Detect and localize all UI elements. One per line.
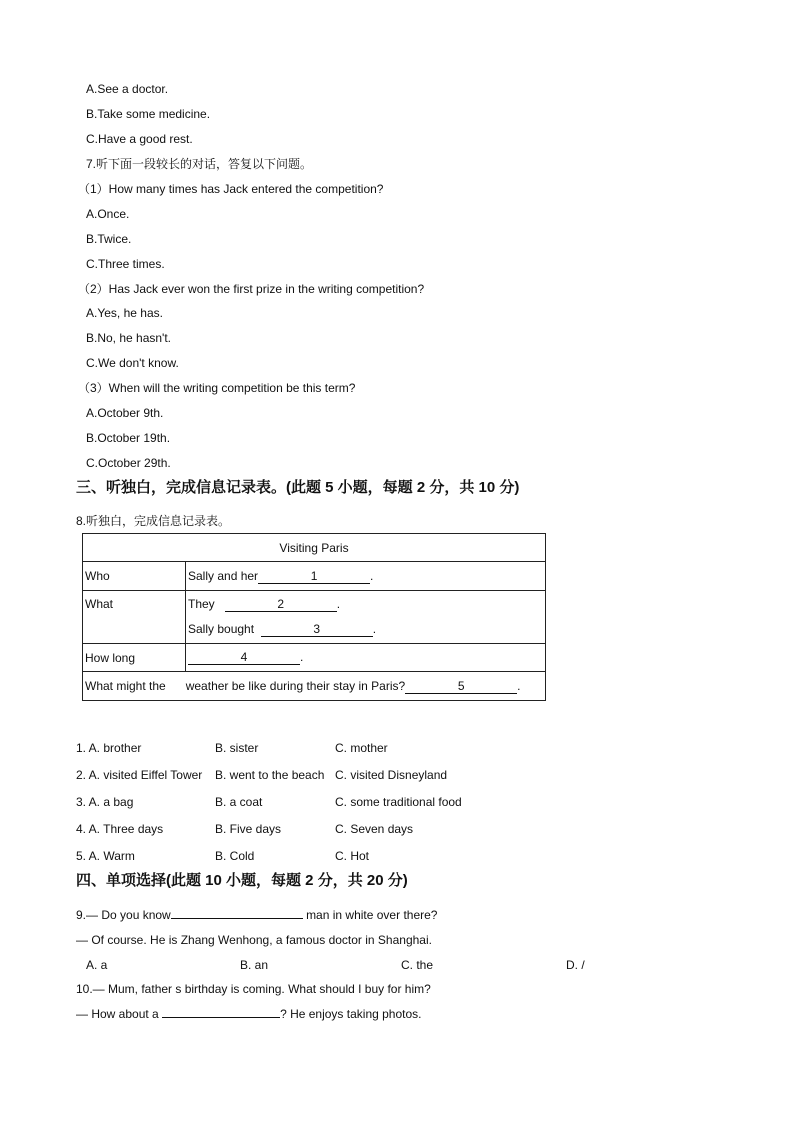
question-text: — Of course. He is Zhang Wenhong, a famous doctor in Shanghai.: [76, 933, 432, 947]
option: B.No, he hasn't.: [86, 331, 172, 345]
answer-blank-3[interactable]: 3: [261, 622, 373, 637]
choice-b: B. sister: [215, 741, 259, 755]
option: B.October 19th.: [86, 431, 171, 445]
cell-text: .: [370, 568, 374, 583]
row-label-how-long: How long: [83, 644, 186, 672]
cell-text: .: [336, 597, 341, 611]
option: C.Three times.: [86, 257, 165, 271]
section-heading: 四、单项选择(此题 10 小题，每题 2 分，共 20 分): [76, 872, 408, 889]
answer-blank[interactable]: [162, 1017, 280, 1018]
choice-c: C. Hot: [335, 849, 370, 863]
question-10: 10.— Mum, father s birthday is coming. What should I buy for him?: [76, 982, 431, 996]
answer-blank-1[interactable]: 1: [258, 569, 370, 584]
sub-question: （1）How many times has Jack entered the competition?: [78, 182, 384, 196]
question-text: — How about a: [76, 1007, 159, 1021]
choice-b: B. Cold: [215, 849, 255, 863]
answer-blank-2[interactable]: 2: [225, 597, 337, 612]
question-stem: 7.听下面一段较长的对话，答复以下问题。: [86, 157, 313, 171]
question-text: ? He enjoys taking photos.: [280, 1007, 422, 1021]
option: A.Once.: [86, 207, 130, 221]
table-title: Visiting Paris: [83, 534, 546, 562]
row-label-what: What: [83, 591, 186, 644]
cell-text: Sally bought: [188, 622, 255, 636]
choice-a: 1. A. brother: [76, 741, 142, 755]
cell-text: What might the: [85, 678, 166, 693]
option: B. an: [240, 958, 269, 972]
row-value-what: [186, 591, 546, 644]
option: B.Twice.: [86, 232, 132, 246]
row-value-how-long: [186, 644, 546, 672]
answer-blank-5[interactable]: 5: [405, 679, 517, 694]
choice-a: 5. A. Warm: [76, 849, 135, 863]
row-label-who: Who: [83, 562, 186, 591]
sub-question: （2）Has Jack ever won the first prize in the writing competition?: [78, 282, 425, 296]
info-record-table: [82, 533, 546, 701]
choice-b: B. a coat: [215, 795, 263, 809]
choice-a: 4. A. Three days: [76, 822, 164, 836]
choice-c: C. mother: [335, 741, 388, 755]
option: C.Have a good rest.: [86, 132, 193, 146]
option: A.October 9th.: [86, 406, 164, 420]
option: B.Take some medicine.: [86, 107, 211, 121]
choice-b: B. went to the beach: [215, 768, 325, 782]
question-9: [76, 907, 437, 923]
row-value-who: [186, 562, 546, 591]
option: A. a: [86, 958, 108, 972]
answer-blank[interactable]: [171, 918, 303, 919]
option: D. /: [566, 958, 585, 972]
question-text: man in white over there?: [306, 908, 438, 922]
option: A.See a doctor.: [86, 82, 169, 96]
choice-c: C. Seven days: [335, 822, 414, 836]
option: C. the: [401, 958, 434, 972]
choice-a: 3. A. a bag: [76, 795, 134, 809]
row-weather: [83, 672, 546, 701]
answer-blank-4[interactable]: 4: [188, 650, 300, 665]
sub-question: （3）When will the writing competition be this term?: [78, 381, 356, 395]
cell-text: weather be like during their stay in Paris?: [185, 678, 406, 693]
choice-c: C. visited Disneyland: [335, 768, 448, 782]
question-stem: 8.听独白，完成信息记录表。: [76, 514, 231, 528]
section-heading: 三、听独白，完成信息记录表。(此题 5 小题，每题 2 分，共 10 分): [76, 479, 520, 496]
choice-a: 2. A. visited Eiffel Tower: [76, 768, 203, 782]
cell-text: They: [188, 597, 215, 611]
option: C.We don't know.: [86, 356, 179, 370]
cell-text: .: [372, 622, 377, 636]
choice-c: C. some traditional food: [335, 795, 462, 809]
option: A.Yes, he has.: [86, 306, 163, 320]
question-10-line2: [76, 1006, 421, 1022]
question-text: 9.— Do you know: [76, 908, 171, 922]
option: C.October 29th.: [86, 456, 171, 470]
cell-text: .: [517, 678, 521, 693]
choice-b: B. Five days: [215, 822, 282, 836]
cell-text: .: [300, 650, 304, 664]
cell-text: Sally and her: [188, 568, 259, 583]
